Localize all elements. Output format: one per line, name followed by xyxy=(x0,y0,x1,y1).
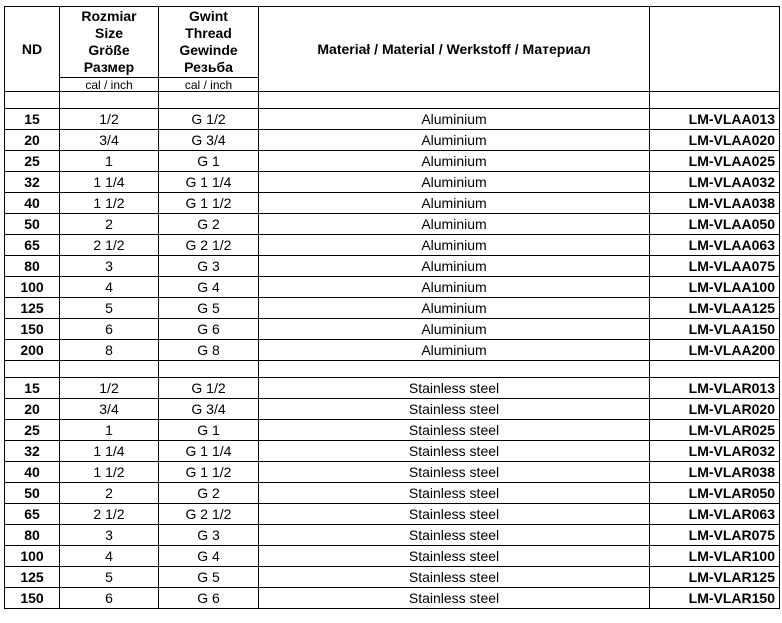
size-unit: cal / inch xyxy=(60,78,159,92)
material-cell: Stainless steel xyxy=(259,588,650,609)
nd-cell: 125 xyxy=(5,567,60,588)
code-cell: LM-VLAR013 xyxy=(650,378,780,399)
header-material: Materiał / Material / Werkstoff / Материал xyxy=(259,7,650,92)
table-row xyxy=(5,109,780,130)
header-size-de: Größe xyxy=(88,42,130,58)
nd-cell: 50 xyxy=(5,483,60,504)
thread-unit: cal / inch xyxy=(159,78,259,92)
table-row xyxy=(5,588,780,609)
code-cell: LM-VLAA125 xyxy=(650,298,780,319)
group-separator xyxy=(5,361,780,378)
size-cell: 1 1/2 xyxy=(60,193,159,214)
separator-cell xyxy=(5,92,60,109)
code-cell: LM-VLAA025 xyxy=(650,151,780,172)
separator-cell xyxy=(259,92,650,109)
header-size-pl: Rozmiar xyxy=(81,8,137,24)
thread-cell: G 5 xyxy=(159,298,259,319)
nd-cell: 100 xyxy=(5,546,60,567)
code-cell: LM-VLAA063 xyxy=(650,235,780,256)
material-cell: Stainless steel xyxy=(259,378,650,399)
code-cell: LM-VLAA150 xyxy=(650,319,780,340)
size-cell: 1/2 xyxy=(60,109,159,130)
material-cell: Aluminium xyxy=(259,319,650,340)
material-cell: Aluminium xyxy=(259,109,650,130)
code-cell: LM-VLAR125 xyxy=(650,567,780,588)
nd-cell: 50 xyxy=(5,214,60,235)
header-thread-de: Gewinde xyxy=(179,42,238,58)
nd-cell: 20 xyxy=(5,399,60,420)
thread-cell: G 3/4 xyxy=(159,130,259,151)
header-size-ru: Размер xyxy=(83,59,135,75)
size-cell: 3/4 xyxy=(60,130,159,151)
nd-cell: 32 xyxy=(5,172,60,193)
size-cell: 6 xyxy=(60,319,159,340)
table-row xyxy=(5,214,780,235)
code-cell: LM-VLAR020 xyxy=(650,399,780,420)
thread-cell: G 2 xyxy=(159,483,259,504)
nd-cell: 32 xyxy=(5,441,60,462)
table-row xyxy=(5,378,780,399)
thread-cell: G 5 xyxy=(159,567,259,588)
table-row xyxy=(5,504,780,525)
size-cell: 1 1/4 xyxy=(60,441,159,462)
table-row xyxy=(5,172,780,193)
material-cell: Aluminium xyxy=(259,214,650,235)
code-cell: LM-VLAA100 xyxy=(650,277,780,298)
nd-cell: 25 xyxy=(5,420,60,441)
material-cell: Aluminium xyxy=(259,256,650,277)
table-row xyxy=(5,420,780,441)
material-cell: Stainless steel xyxy=(259,525,650,546)
code-cell: LM-VLAR025 xyxy=(650,420,780,441)
size-cell: 6 xyxy=(60,588,159,609)
size-cell: 1/2 xyxy=(60,378,159,399)
nd-cell: 15 xyxy=(5,109,60,130)
size-cell: 5 xyxy=(60,298,159,319)
thread-cell: G 4 xyxy=(159,546,259,567)
nd-cell: 100 xyxy=(5,277,60,298)
code-cell: LM-VLAR063 xyxy=(650,504,780,525)
table-row xyxy=(5,151,780,172)
thread-cell: G 1 xyxy=(159,151,259,172)
thread-cell: G 1/2 xyxy=(159,109,259,130)
material-cell: Stainless steel xyxy=(259,420,650,441)
table-row xyxy=(5,441,780,462)
material-cell: Stainless steel xyxy=(259,483,650,504)
table-row xyxy=(5,525,780,546)
header-size-en: Size xyxy=(94,25,123,41)
material-cell: Aluminium xyxy=(259,277,650,298)
size-cell: 8 xyxy=(60,340,159,361)
header-code xyxy=(650,7,780,92)
code-cell: LM-VLAA050 xyxy=(650,214,780,235)
nd-cell: 65 xyxy=(5,235,60,256)
code-cell: LM-VLAA032 xyxy=(650,172,780,193)
size-cell: 1 1/4 xyxy=(60,172,159,193)
thread-cell: G 2 xyxy=(159,214,259,235)
material-cell: Aluminium xyxy=(259,340,650,361)
thread-cell: G 1 1/2 xyxy=(159,193,259,214)
table-row xyxy=(5,193,780,214)
thread-cell: G 1 1/4 xyxy=(159,172,259,193)
header-thread xyxy=(159,7,259,78)
separator-cell xyxy=(60,361,159,378)
separator-cell xyxy=(159,92,259,109)
nd-cell: 20 xyxy=(5,130,60,151)
header-row xyxy=(5,7,780,78)
product-table xyxy=(4,6,780,609)
thread-cell: G 3 xyxy=(159,525,259,546)
size-cell: 5 xyxy=(60,567,159,588)
material-cell: Stainless steel xyxy=(259,399,650,420)
thread-cell: G 2 1/2 xyxy=(159,235,259,256)
separator-cell xyxy=(159,361,259,378)
code-cell: LM-VLAA200 xyxy=(650,340,780,361)
code-cell: LM-VLAR038 xyxy=(650,462,780,483)
code-cell: LM-VLAA013 xyxy=(650,109,780,130)
separator-cell xyxy=(650,361,780,378)
material-cell: Stainless steel xyxy=(259,504,650,525)
size-cell: 2 xyxy=(60,483,159,504)
nd-cell: 80 xyxy=(5,256,60,277)
header-thread-ru: Резьба xyxy=(184,59,233,75)
table-row xyxy=(5,256,780,277)
table-row xyxy=(5,399,780,420)
material-cell: Stainless steel xyxy=(259,441,650,462)
code-cell: LM-VLAR075 xyxy=(650,525,780,546)
size-cell: 3 xyxy=(60,525,159,546)
thread-cell: G 1 xyxy=(159,420,259,441)
thread-cell: G 6 xyxy=(159,319,259,340)
thread-cell: G 1/2 xyxy=(159,378,259,399)
code-cell: LM-VLAA020 xyxy=(650,130,780,151)
header-size xyxy=(60,7,159,78)
table-row xyxy=(5,483,780,504)
nd-cell: 200 xyxy=(5,340,60,361)
thread-cell: G 2 1/2 xyxy=(159,504,259,525)
group-separator xyxy=(5,92,780,109)
nd-cell: 80 xyxy=(5,525,60,546)
size-cell: 4 xyxy=(60,546,159,567)
table-row xyxy=(5,277,780,298)
size-cell: 3 xyxy=(60,256,159,277)
table-row xyxy=(5,130,780,151)
thread-cell: G 3 xyxy=(159,256,259,277)
nd-cell: 125 xyxy=(5,298,60,319)
size-cell: 2 1/2 xyxy=(60,504,159,525)
code-cell: LM-VLAR032 xyxy=(650,441,780,462)
nd-cell: 40 xyxy=(5,193,60,214)
table-row xyxy=(5,567,780,588)
separator-cell xyxy=(5,361,60,378)
size-cell: 4 xyxy=(60,277,159,298)
nd-cell: 150 xyxy=(5,319,60,340)
material-cell: Stainless steel xyxy=(259,567,650,588)
size-cell: 2 xyxy=(60,214,159,235)
code-cell: LM-VLAA038 xyxy=(650,193,780,214)
material-cell: Aluminium xyxy=(259,151,650,172)
code-cell: LM-VLAR050 xyxy=(650,483,780,504)
material-cell: Aluminium xyxy=(259,130,650,151)
separator-cell xyxy=(259,361,650,378)
size-cell: 1 xyxy=(60,420,159,441)
header-nd: ND xyxy=(5,7,60,92)
size-cell: 3/4 xyxy=(60,399,159,420)
thread-cell: G 6 xyxy=(159,588,259,609)
material-cell: Aluminium xyxy=(259,235,650,256)
header-thread-pl: Gwint xyxy=(189,8,228,24)
size-cell: 2 1/2 xyxy=(60,235,159,256)
thread-cell: G 1 1/4 xyxy=(159,441,259,462)
thread-cell: G 4 xyxy=(159,277,259,298)
header-thread-en: Thread xyxy=(185,25,232,41)
separator-cell xyxy=(60,92,159,109)
nd-cell: 65 xyxy=(5,504,60,525)
nd-cell: 40 xyxy=(5,462,60,483)
material-cell: Stainless steel xyxy=(259,462,650,483)
thread-cell: G 3/4 xyxy=(159,399,259,420)
nd-cell: 15 xyxy=(5,378,60,399)
table-row xyxy=(5,319,780,340)
table-row xyxy=(5,298,780,319)
table-row xyxy=(5,340,780,361)
material-cell: Aluminium xyxy=(259,172,650,193)
code-cell: LM-VLAR150 xyxy=(650,588,780,609)
thread-cell: G 8 xyxy=(159,340,259,361)
table-row xyxy=(5,546,780,567)
material-cell: Aluminium xyxy=(259,193,650,214)
size-cell: 1 xyxy=(60,151,159,172)
table-body xyxy=(5,92,780,609)
material-cell: Aluminium xyxy=(259,298,650,319)
size-cell: 1 1/2 xyxy=(60,462,159,483)
table-row xyxy=(5,462,780,483)
separator-cell xyxy=(650,92,780,109)
code-cell: LM-VLAA075 xyxy=(650,256,780,277)
nd-cell: 150 xyxy=(5,588,60,609)
nd-cell: 25 xyxy=(5,151,60,172)
code-cell: LM-VLAR100 xyxy=(650,546,780,567)
table-row xyxy=(5,235,780,256)
material-cell: Stainless steel xyxy=(259,546,650,567)
thread-cell: G 1 1/2 xyxy=(159,462,259,483)
